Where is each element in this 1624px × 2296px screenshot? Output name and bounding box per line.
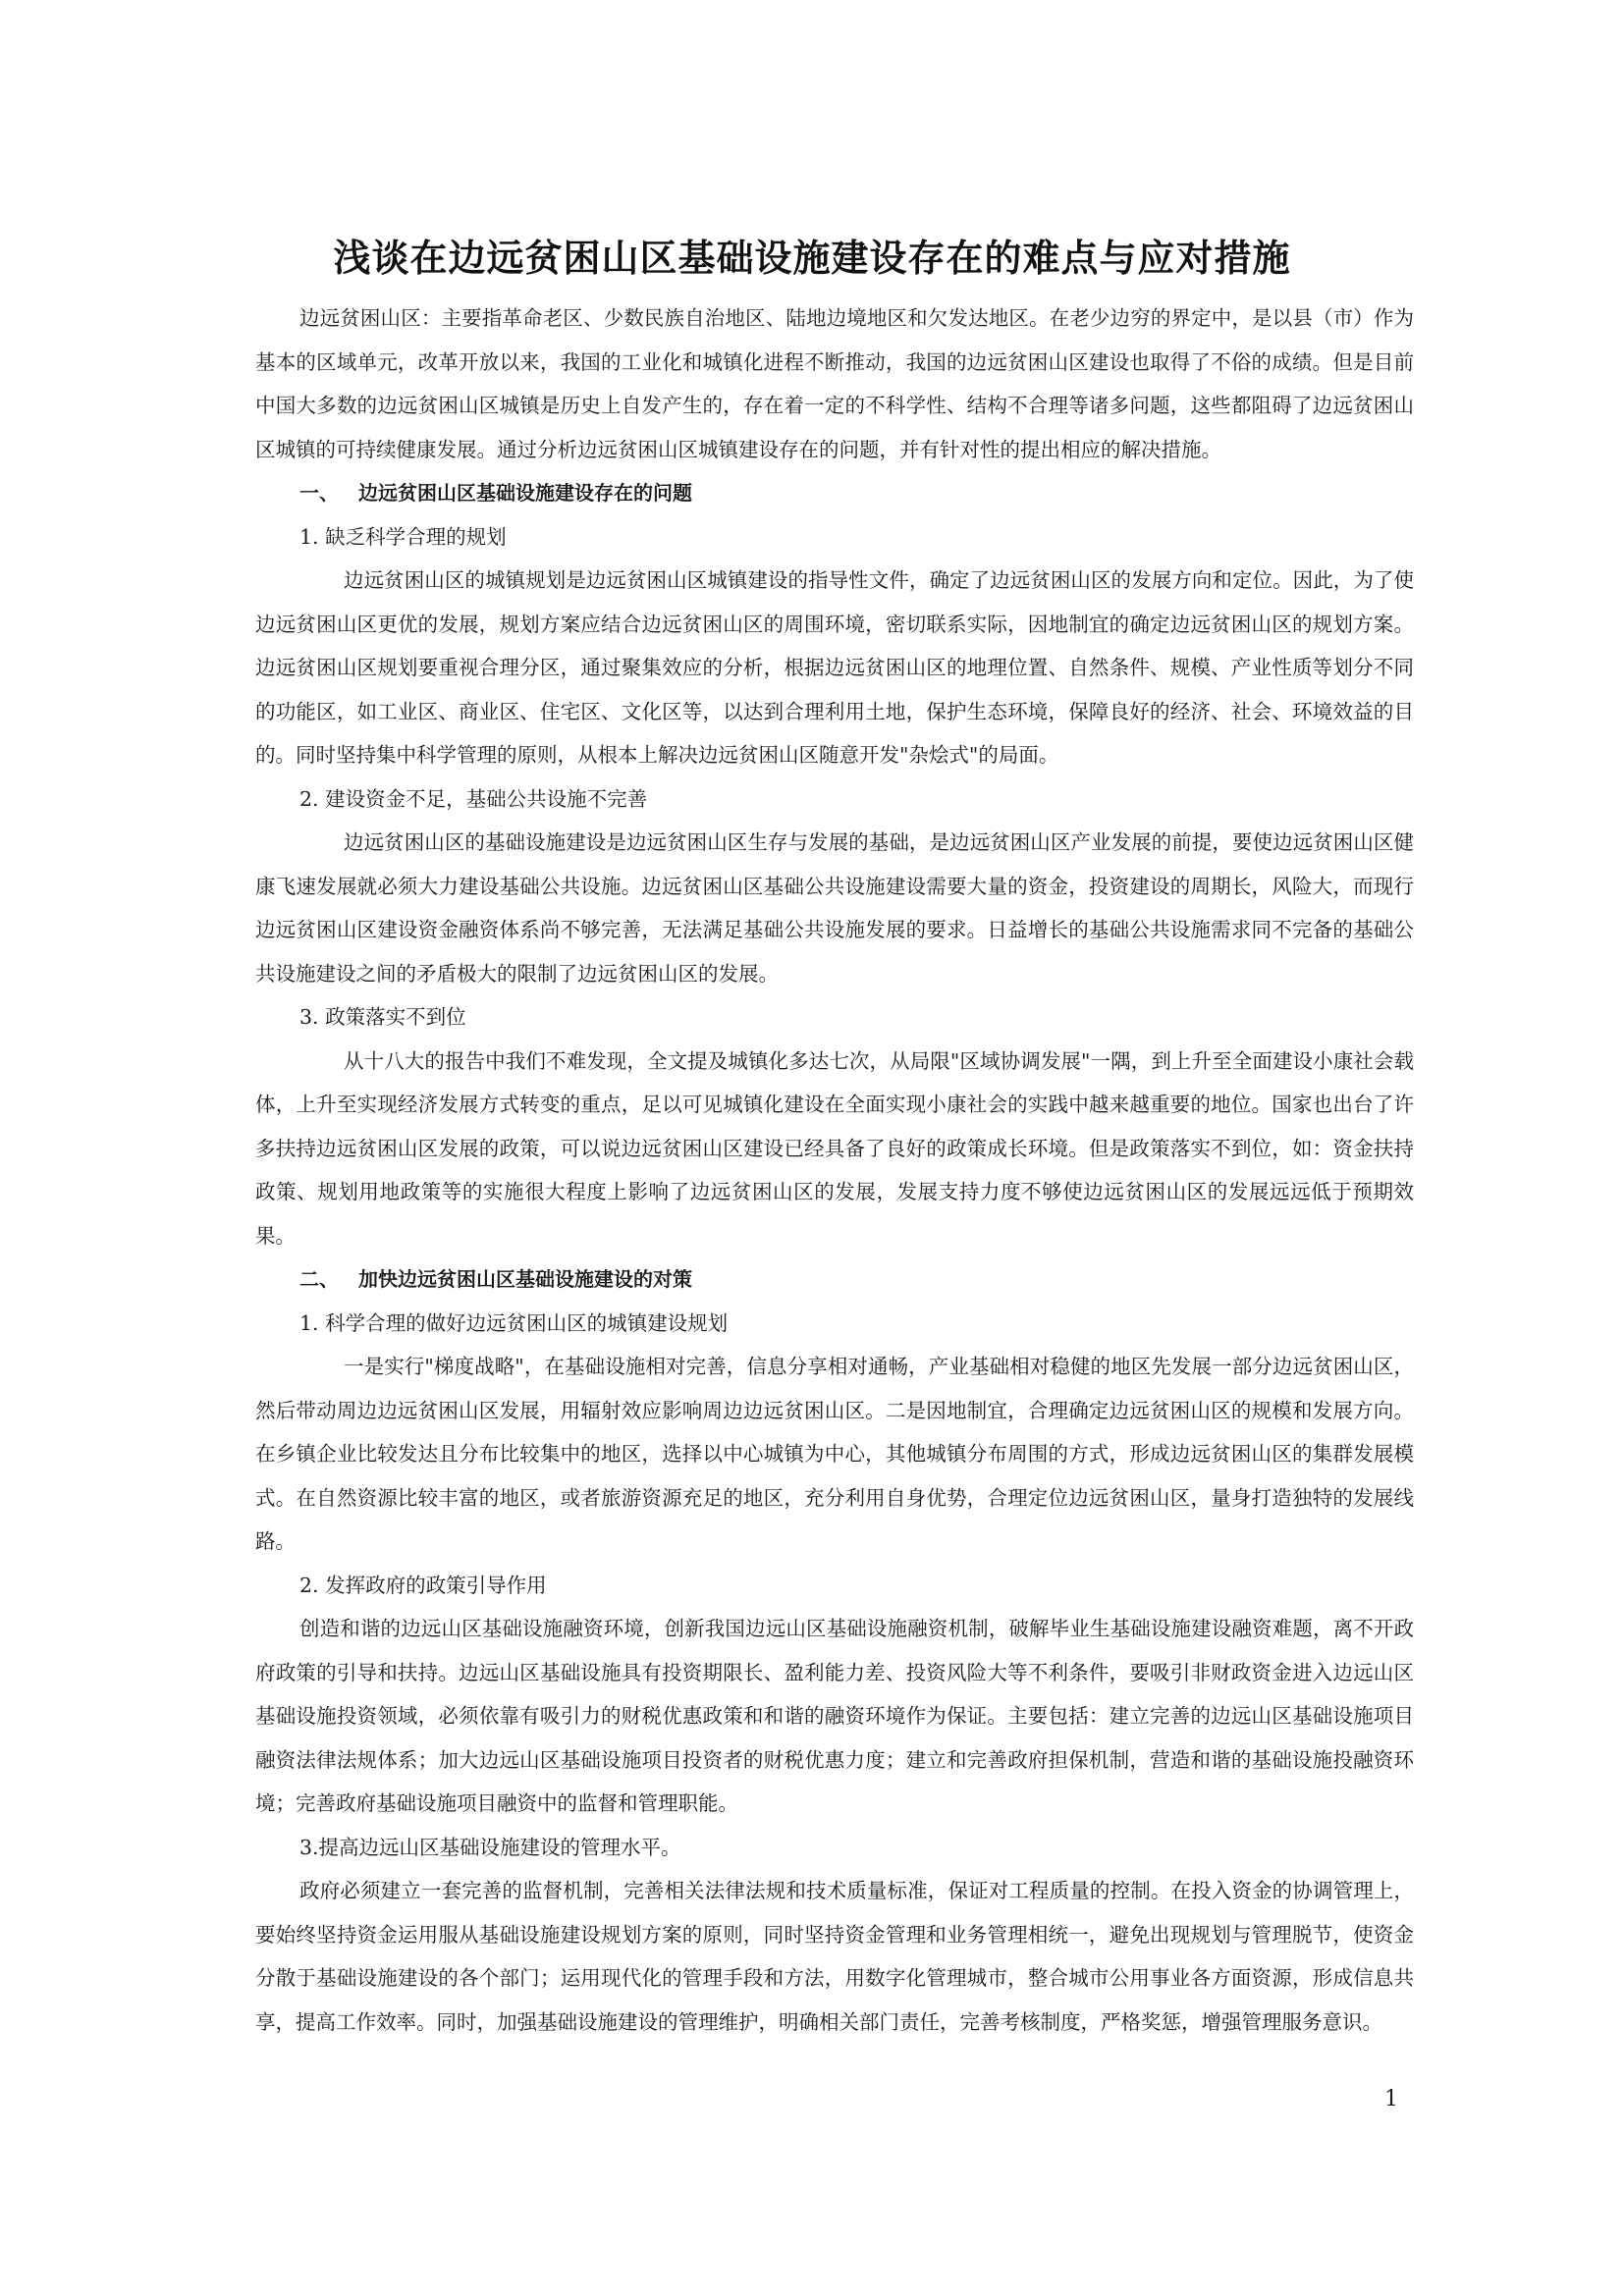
section-2-title: 加快边远贫困山区基础设施建设的对策 — [358, 1267, 692, 1291]
section-1-title: 边远贫困山区基础设施建设存在的问题 — [358, 481, 692, 505]
subsection-1-3-paragraph: 从十八大的报告中我们不难发现，全文提及城镇化多达七次，从局限"区域协调发展"一隅，到上升至全面建设小康社会载体，上升至实现经济发展方式转变的重点，足以可见城镇化建设在全面实现小康社会的实践中越来越重要的地位。国家也出台了许多扶持边远贫困山区发展的政策，可以说边远贫困山区建设已经具备了良好的政策成长环境。但是政策落实不到位，如：资金扶持政策、规划用地政策等的实施很大程度上影响了边远贫困山区的发展，发展支持力度不够使边远贫困山区的发展远远低于预期效果。 — [255, 1048, 1414, 1248]
subsection-1-1-heading: 1. 缺乏科学合理的规划 — [299, 524, 507, 549]
subsection-2-2-heading: 2. 发挥政府的政策引导作用 — [299, 1573, 547, 1597]
section-1-number: 一、 — [299, 481, 339, 505]
subsection-1-2-paragraph: 边远贫困山区的基础设施建设是边远贫困山区生存与发展的基础，是边远贫困山区产业发展的前提，要使边远贫困山区健康飞速发展就必须大力建设基础公共设施。边远贫困山区基础公共设施建设需要大量的资金，投资建设的周期长，风险大，而现行边远贫困山区建设资金融资体系尚不够完善，无法满足基础公共设施发展的要求。日益增长的基础公共设施需求同不完备的基础公共设施建设之间的矛盾极大的限制了边远贫困山区的发展。 — [255, 830, 1414, 986]
section-1-heading — [255, 471, 1414, 515]
subsection-2-3-paragraph: 政府必须建立一套完善的监督机制，完善相关法律法规和技术质量标准，保证对工程质量的控制。在投入资金的协调管理上，要始终坚持资金运用服从基础设施建设规划方案的原则，同时坚持资金管理和业务管理相统一，避免出现规划与管理脱节，使资金分散于基础设施建设的各个部门；运用现代化的管理手段和方法，用数字化管理城市，整合城市公用事业各方面资源，形成信息共享，提高工作效率。同时，加强基础设施建设的管理维护，明确相关部门责任，完善考核制度，严格奖惩，增强管理服务意识。 — [255, 1879, 1414, 2034]
subsection-2-3-heading: 3.提高边远山区基础设施建设的管理水平。 — [299, 1835, 681, 1859]
section-2-number: 二、 — [299, 1267, 339, 1291]
subsection-1-2-heading: 2. 建设资金不足，基础公共设施不完善 — [299, 786, 648, 811]
subsection-2-2-paragraph: 创造和谐的边远山区基础设施融资环境，创新我国边远山区基础设施融资机制，破解毕业生基础设施建设融资难题，离不开政府政策的引导和扶持。边远山区基础设施具有投资期限长、盈利能力差、投资风险大等不利条件，要吸引非财政资金进入边远山区基础设施投资领域，必须依靠有吸引力的财税优惠政策和和谐的融资环境作为保证。主要包括：建立完善的边远山区基础设施项目融资法律法规体系；加大边远山区基础设施项目投资者的财税优惠力度；建立和完善政府担保机制，营造和谐的基础设施投融资环境；完善政府基础设施项目融资中的监督和管理职能。 — [255, 1617, 1414, 1815]
subsection-1-3-heading: 3. 政策落实不到位 — [299, 1005, 466, 1029]
document-title: 浅谈在边远贫困山区基础设施建设存在的难点与应对措施 — [333, 237, 1291, 280]
intro-paragraph: 边远贫困山区：主要指革命老区、少数民族自治地区、陆地边境地区和欠发达地区。在老少边穷的界定中，是以县（市）作为基本的区域单元，改革开放以来，我国的工业化和城镇化进程不断推动，我国的边远贫困山区建设也取得了不俗的成绩。但是目前中国大多数的边远贫困山区城镇是历史上自发产生的，存在着一定的不科学性、结构不合理等诸多问题，这些都阻碍了边远贫困山区城镇的可持续健康发展。通过分析边远贫困山区城镇建设存在的问题，并有针对性的提出相应的解决措施。 — [255, 306, 1414, 461]
section-2-heading — [255, 1257, 1414, 1302]
subsection-2-1-paragraph: 一是实行"梯度战略"，在基础设施相对完善，信息分享相对通畅，产业基础相对稳健的地区先发展一部分边远贫困山区，然后带动周边边远贫困山区发展，用辐射效应影响周边边远贫困山区。二是因地制宜，合理确定边远贫困山区的规模和发展方向。在乡镇企业比较发达且分布比较集中的地区，选择以中心城镇为中心，其他城镇分布周围的方式，形成边远贫困山区的集群发展模式。在自然资源比较丰富的地区，或者旅游资源充足的地区，充分利用自身优势，合理定位边远贫困山区，量身打造独特的发展线路。 — [255, 1355, 1414, 1553]
document-body — [255, 296, 1414, 2044]
page-number: 1 — [1384, 2087, 1398, 2111]
subsection-2-1-heading: 1. 科学合理的做好边远贫困山区的城镇建设规划 — [299, 1310, 729, 1335]
subsection-1-1-paragraph: 边远贫困山区的城镇规划是边远贫困山区城镇建设的指导性文件，确定了边远贫困山区的发展方向和定位。因此，为了使边远贫困山区更优的发展，规划方案应结合边远贫困山区的周围环境，密切联系实际，因地制宜的确定边远贫困山区的规划方案。边远贫困山区规划要重视合理分区，通过聚集效应的分析，根据边远贫困山区的地理位置、自然条件、规模、产业性质等划分不同的功能区，如工业区、商业区、住宅区、文化区等，以达到合理利用土地，保护生态环境，保障良好的经济、社会、环境效益的目的。同时坚持集中科学管理的原则，从根本上解决边远贫困山区随意开发"杂烩式"的局面。 — [255, 568, 1414, 767]
